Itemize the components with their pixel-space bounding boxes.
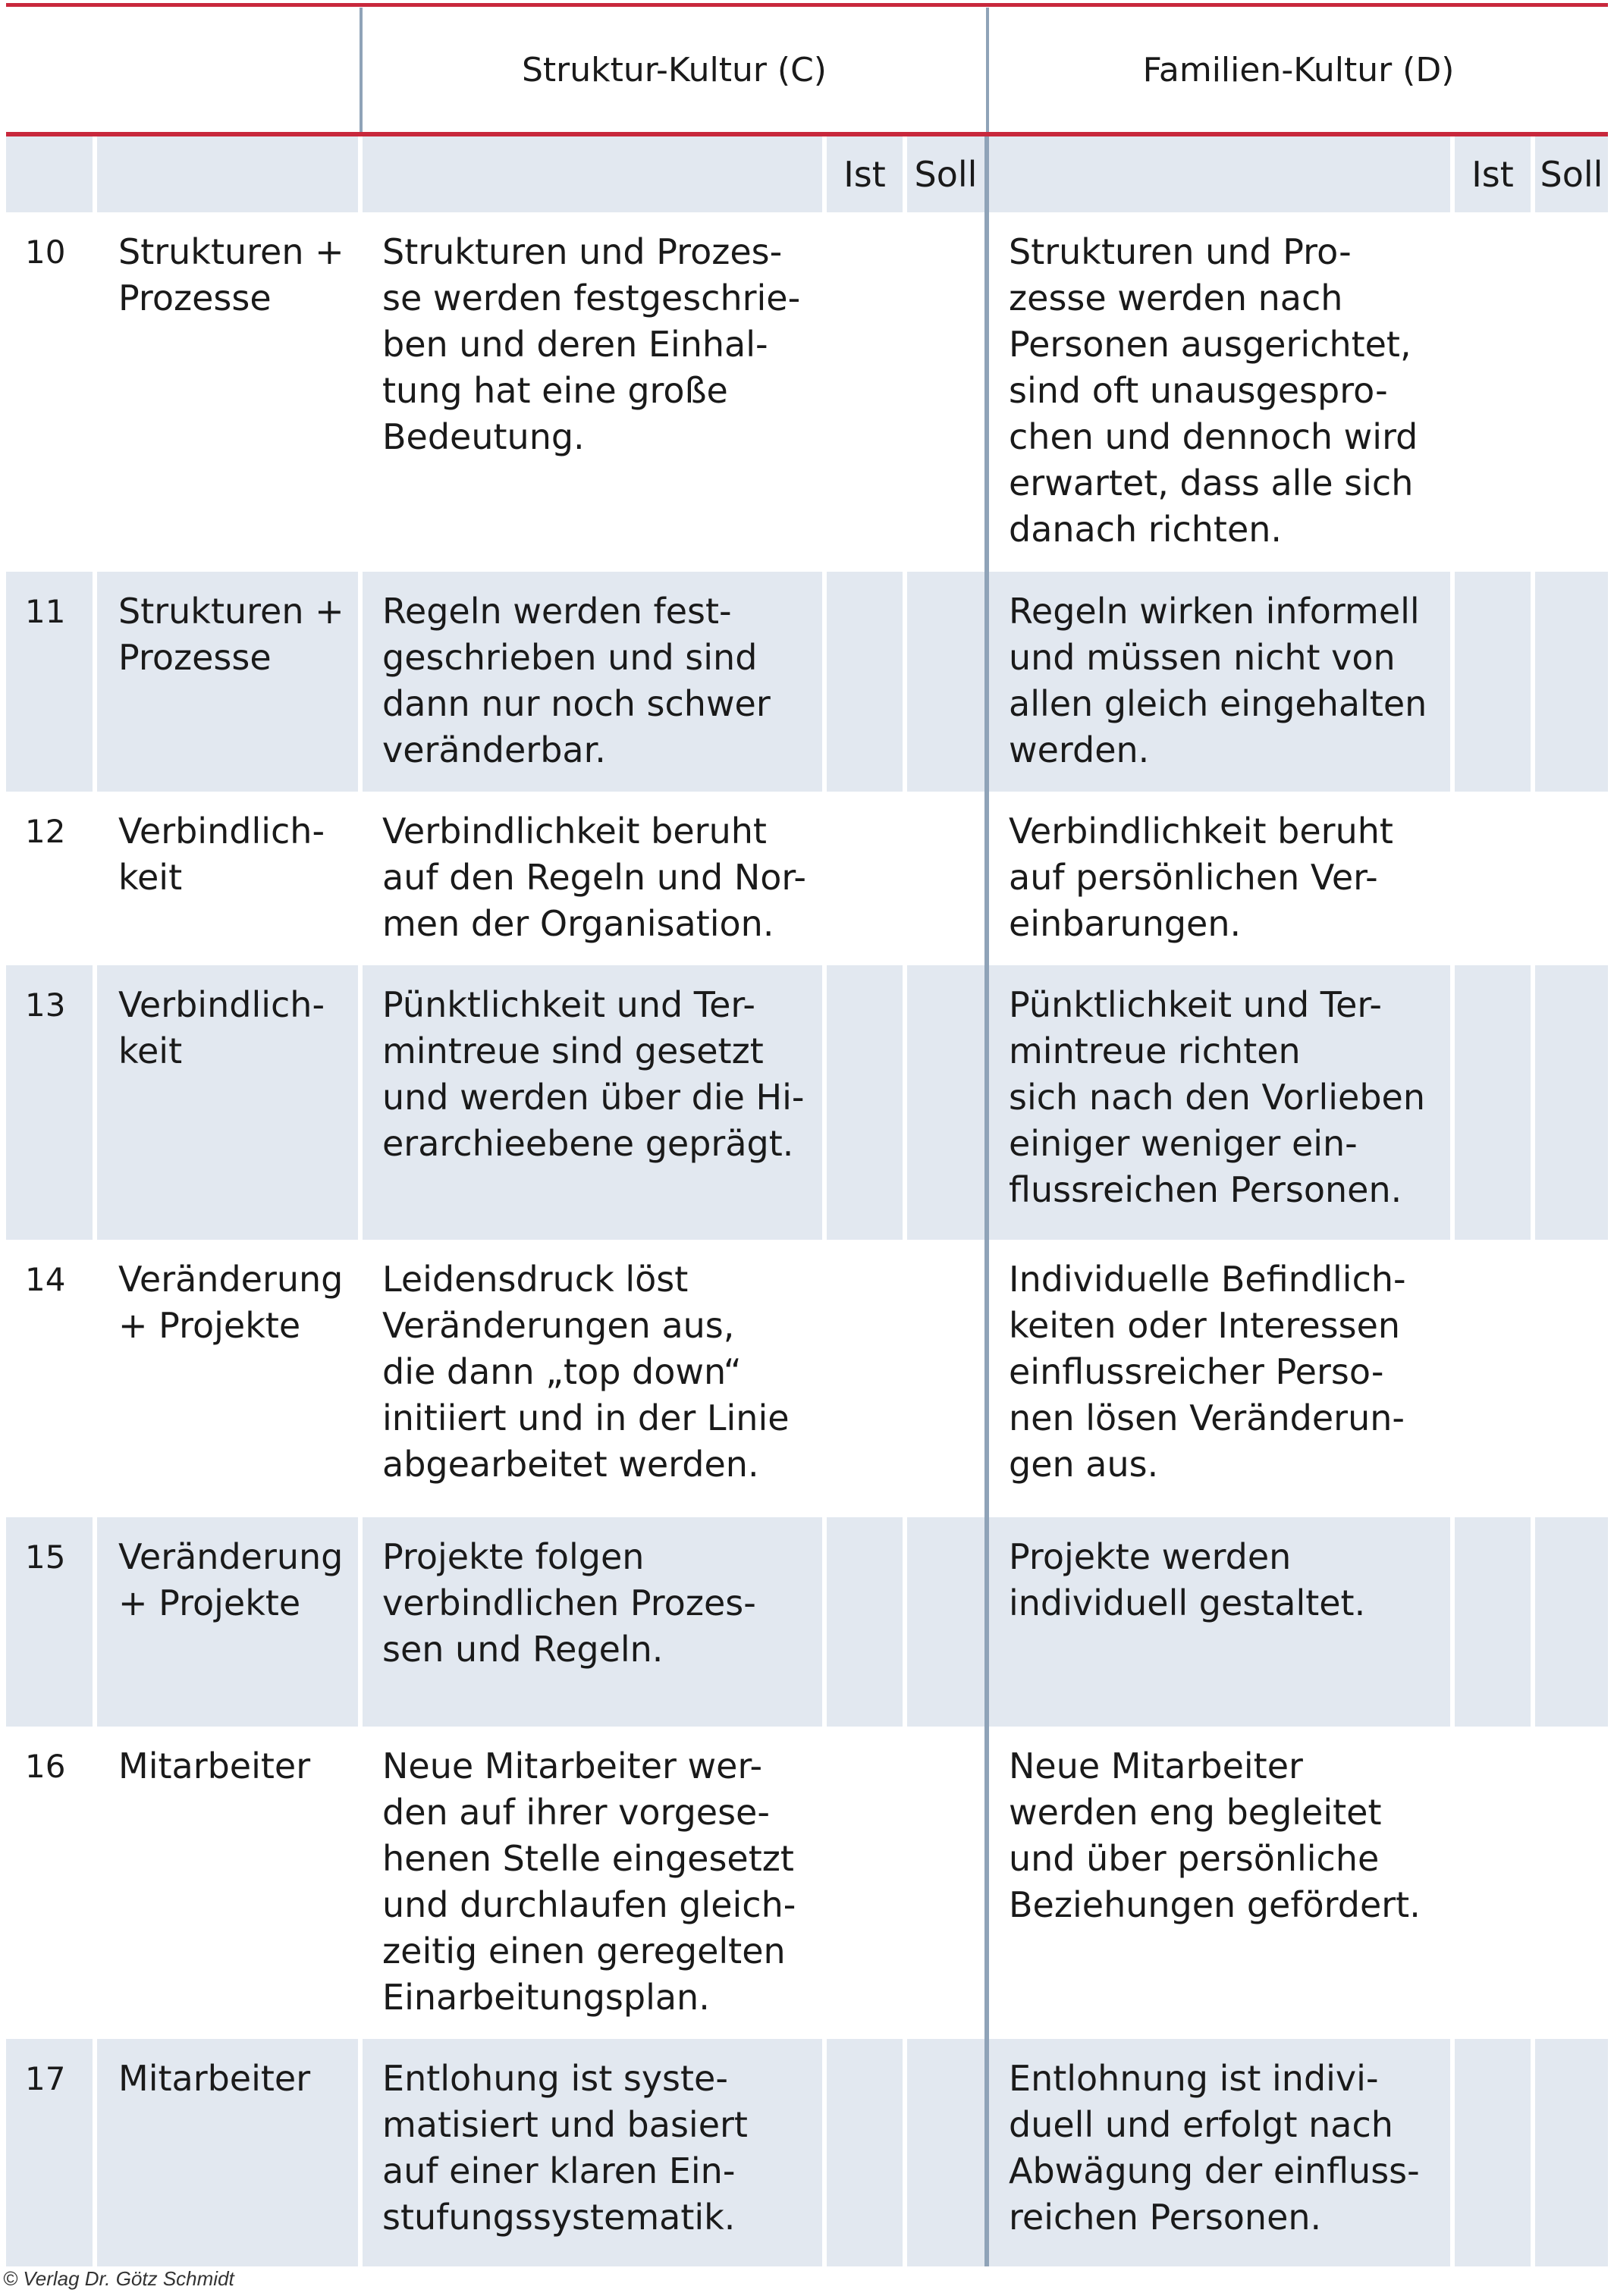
soll-d-cell — [1535, 1727, 1608, 2039]
table-row — [6, 572, 1608, 792]
familien-kultur-statement: Entlohnung ist indivi- duell und erfolgt nach Abwägung der einfluss- reichen Personen. — [989, 2039, 1455, 2266]
row-number: 14 — [6, 1240, 97, 1517]
ist-c-cell — [827, 965, 907, 1240]
ist-c-cell — [827, 572, 907, 792]
row-category: Strukturen + Prozesse — [97, 572, 363, 792]
row-category: Veränderung + Projekte — [97, 1240, 363, 1517]
soll-c-cell — [907, 1517, 989, 1727]
ist-c-cell — [827, 792, 907, 965]
ist-c-cell — [827, 1240, 907, 1517]
copyright-footer: © Verlag Dr. Götz Schmidt — [3, 2267, 234, 2290]
header-struktur-kultur: Struktur-Kultur (C) — [522, 50, 827, 89]
row-category: Mitarbeiter — [97, 2039, 363, 2266]
subheader-ist-d: Ist — [1455, 136, 1535, 212]
soll-c-cell — [907, 2039, 989, 2266]
table-row — [6, 965, 1608, 1240]
soll-d-cell — [1535, 212, 1608, 572]
struktur-kultur-statement: Projekte folgen verbindlichen Prozes- sen und Regeln. — [363, 1517, 827, 1727]
soll-d-cell — [1535, 792, 1608, 965]
familien-kultur-statement: Strukturen und Pro- zesse werden nach Personen ausgerichtet, sind oft unausgespro- chen und dennoch wird erwartet, dass alle sich danach richten. — [989, 212, 1455, 572]
ist-c-cell — [827, 2039, 907, 2266]
soll-c-cell — [907, 965, 989, 1240]
header-divider-left — [360, 8, 363, 132]
row-number: 10 — [6, 212, 97, 572]
ist-d-cell — [1455, 212, 1535, 572]
soll-d-cell — [1535, 1240, 1608, 1517]
familien-kultur-statement: Projekte werden individuell gestaltet. — [989, 1517, 1455, 1727]
header-divider-right — [986, 8, 989, 132]
ist-d-cell — [1455, 792, 1535, 965]
row-number: 15 — [6, 1517, 97, 1727]
header-empty-cell — [6, 8, 361, 132]
ist-d-cell — [1455, 1517, 1535, 1727]
soll-c-cell — [907, 1240, 989, 1517]
ist-c-cell — [827, 1727, 907, 2039]
row-category: Verbindlich- keit — [97, 792, 363, 965]
subheader-ist-c: Ist — [827, 136, 907, 212]
subheader-empty — [6, 136, 97, 212]
soll-d-cell — [1535, 1517, 1608, 1727]
familien-kultur-statement: Neue Mitarbeiter werden eng begleitet und über persönliche Beziehungen gefördert. — [989, 1727, 1455, 2039]
row-number: 12 — [6, 792, 97, 965]
row-category: Veränderung + Projekte — [97, 1517, 363, 1727]
soll-c-cell — [907, 1727, 989, 2039]
row-category: Verbindlich- keit — [97, 965, 363, 1240]
subheader-soll-c: Soll — [907, 136, 989, 212]
ist-c-cell — [827, 1517, 907, 1727]
ist-d-cell — [1455, 1240, 1535, 1517]
table-row — [6, 792, 1608, 965]
ist-d-cell — [1455, 1727, 1535, 2039]
row-category: Strukturen + Prozesse — [97, 212, 363, 572]
row-number: 17 — [6, 2039, 97, 2266]
struktur-kultur-statement: Neue Mitarbeiter wer- den auf ihrer vorgese- henen Stelle eingesetzt und durchlaufen gleich- zeitig einen geregelten Einarbeitungsplan. — [363, 1727, 827, 2039]
soll-d-cell — [1535, 2039, 1608, 2266]
row-number: 11 — [6, 572, 97, 792]
soll-c-cell — [907, 212, 989, 572]
ist-d-cell — [1455, 572, 1535, 792]
subheader-empty — [363, 136, 827, 212]
familien-kultur-statement: Individuelle Befindlich- keiten oder Interessen einflussreicher Perso- nen lösen Veränderun- gen aus. — [989, 1240, 1455, 1517]
ist-d-cell — [1455, 965, 1535, 1240]
struktur-kultur-statement: Regeln werden fest- geschrieben und sind dann nur noch schwer veränderbar. — [363, 572, 827, 792]
soll-d-cell — [1535, 572, 1608, 792]
struktur-kultur-statement: Pünktlichkeit und Ter- mintreue sind gesetzt und werden über die Hi- erarchieebene geprägt. — [363, 965, 827, 1240]
subheader-empty — [989, 136, 1455, 212]
table-row — [6, 212, 1608, 572]
row-number: 13 — [6, 965, 97, 1240]
culture-grid — [6, 136, 1608, 2266]
familien-kultur-statement: Verbindlichkeit beruht auf persönlichen Ver- einbarungen. — [989, 792, 1455, 965]
familien-kultur-statement: Pünktlichkeit und Ter- mintreue richten sich nach den Vorlieben einiger weniger ein- flussreichen Personen. — [989, 965, 1455, 1240]
soll-c-cell — [907, 572, 989, 792]
struktur-kultur-statement: Strukturen und Prozes- se werden festgeschrie- ben und deren Einhal- tung hat eine große Bedeutung. — [363, 212, 827, 572]
row-category: Mitarbeiter — [97, 1727, 363, 2039]
struktur-kultur-statement: Leidensdruck löst Veränderungen aus, die dann „top down“ initiiert und in der Linie abgearbeitet werden. — [363, 1240, 827, 1517]
familien-kultur-statement: Regeln wirken informell und müssen nicht von allen gleich eingehalten werden. — [989, 572, 1455, 792]
soll-d-cell — [1535, 965, 1608, 1240]
header-familien-kultur: Familien-Kultur (D) — [1142, 50, 1455, 89]
top-rule — [6, 3, 1608, 7]
table-row — [6, 2039, 1608, 2266]
soll-c-cell — [907, 792, 989, 965]
struktur-kultur-statement: Entlohung ist syste- matisiert und basiert auf einer klaren Ein- stufungssystematik. — [363, 2039, 827, 2266]
row-number: 16 — [6, 1727, 97, 2039]
subheader-row — [6, 136, 1608, 212]
ist-c-cell — [827, 212, 907, 572]
table-row — [6, 1517, 1608, 1727]
ist-d-cell — [1455, 2039, 1535, 2266]
table-row — [6, 1240, 1608, 1517]
subheader-empty — [97, 136, 363, 212]
table-row — [6, 1727, 1608, 2039]
struktur-kultur-statement: Verbindlichkeit beruht auf den Regeln und Nor- men der Organisation. — [363, 792, 827, 965]
subheader-soll-d: Soll — [1535, 136, 1608, 212]
